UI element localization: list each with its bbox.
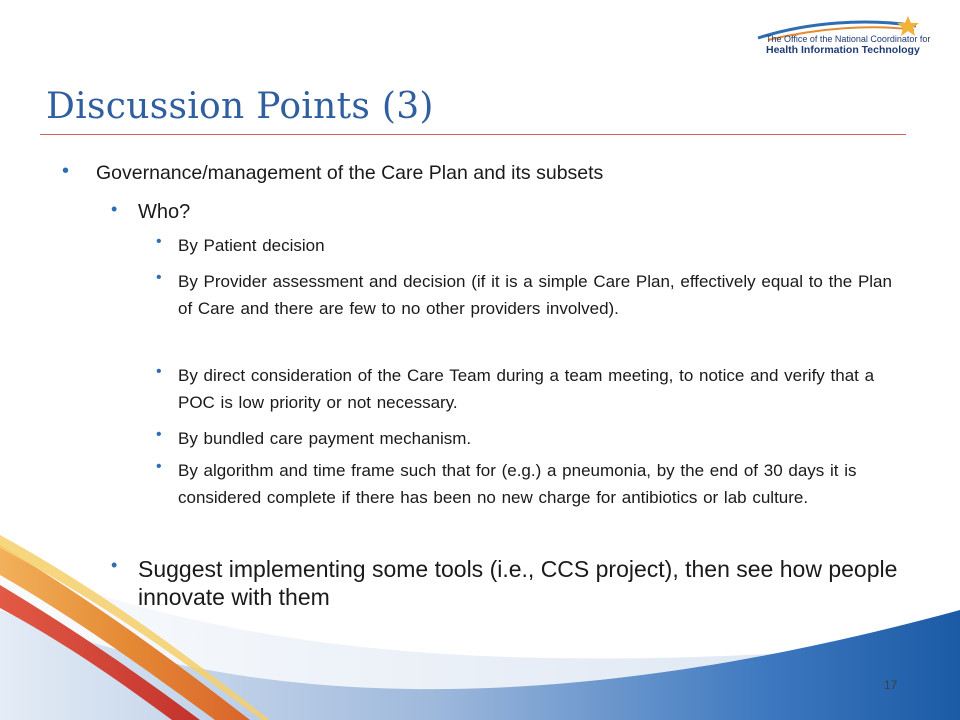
page-number: 17 [884,678,898,692]
bullet-level2 [111,199,898,225]
bullet-level3 [156,233,898,260]
bullet-dot-icon: • [111,199,118,219]
bullet-dot-icon: • [62,160,70,182]
bullet-text: By bundled care payment mechanism. [178,429,472,448]
bullet-dot-icon: • [156,269,162,286]
bullet-level3 [156,458,898,511]
logo-line2: Health Information Technology [766,44,920,56]
bullet-dot-icon: • [156,363,162,380]
bullet-dot-icon: • [111,555,118,575]
bullet-level3 [156,363,898,416]
bullet-text: Suggest implementing some tools (i.e., CCS project), then see how people innovate with them [138,556,898,610]
bullet-level1 [62,160,896,186]
bullet-text: By algorithm and time frame such that for (e.g.) a pneumonia, by the end of 30 days it is considered complete if there has been no new charge for antibiotics or lab culture. [178,461,857,507]
bullet-dot-icon: • [156,233,162,250]
logo-line1: The Office of the National Coordinator for [766,34,931,44]
bullet-text: By Patient decision [178,236,325,255]
bullet-dot-icon: • [156,426,162,443]
bullet-level3 [156,269,898,322]
slide-title: Discussion Points (3) [46,86,434,127]
bullet-dot-icon: • [156,458,162,475]
bullet-text: By direct consideration of the Care Team during a team meeting, to notice and verify that a POC is low priority or not necessary. [178,366,875,412]
bullet-level2 [111,555,898,611]
bullet-text: Governance/management of the Care Plan and its subsets [96,162,604,184]
bullet-level3 [156,426,898,453]
bullet-text: By Provider assessment and decision (if it is a simple Care Plan, effectively equal to the Plan of Care and there are few to no other providers involved). [178,272,892,318]
bullet-text: Who? [138,201,191,223]
